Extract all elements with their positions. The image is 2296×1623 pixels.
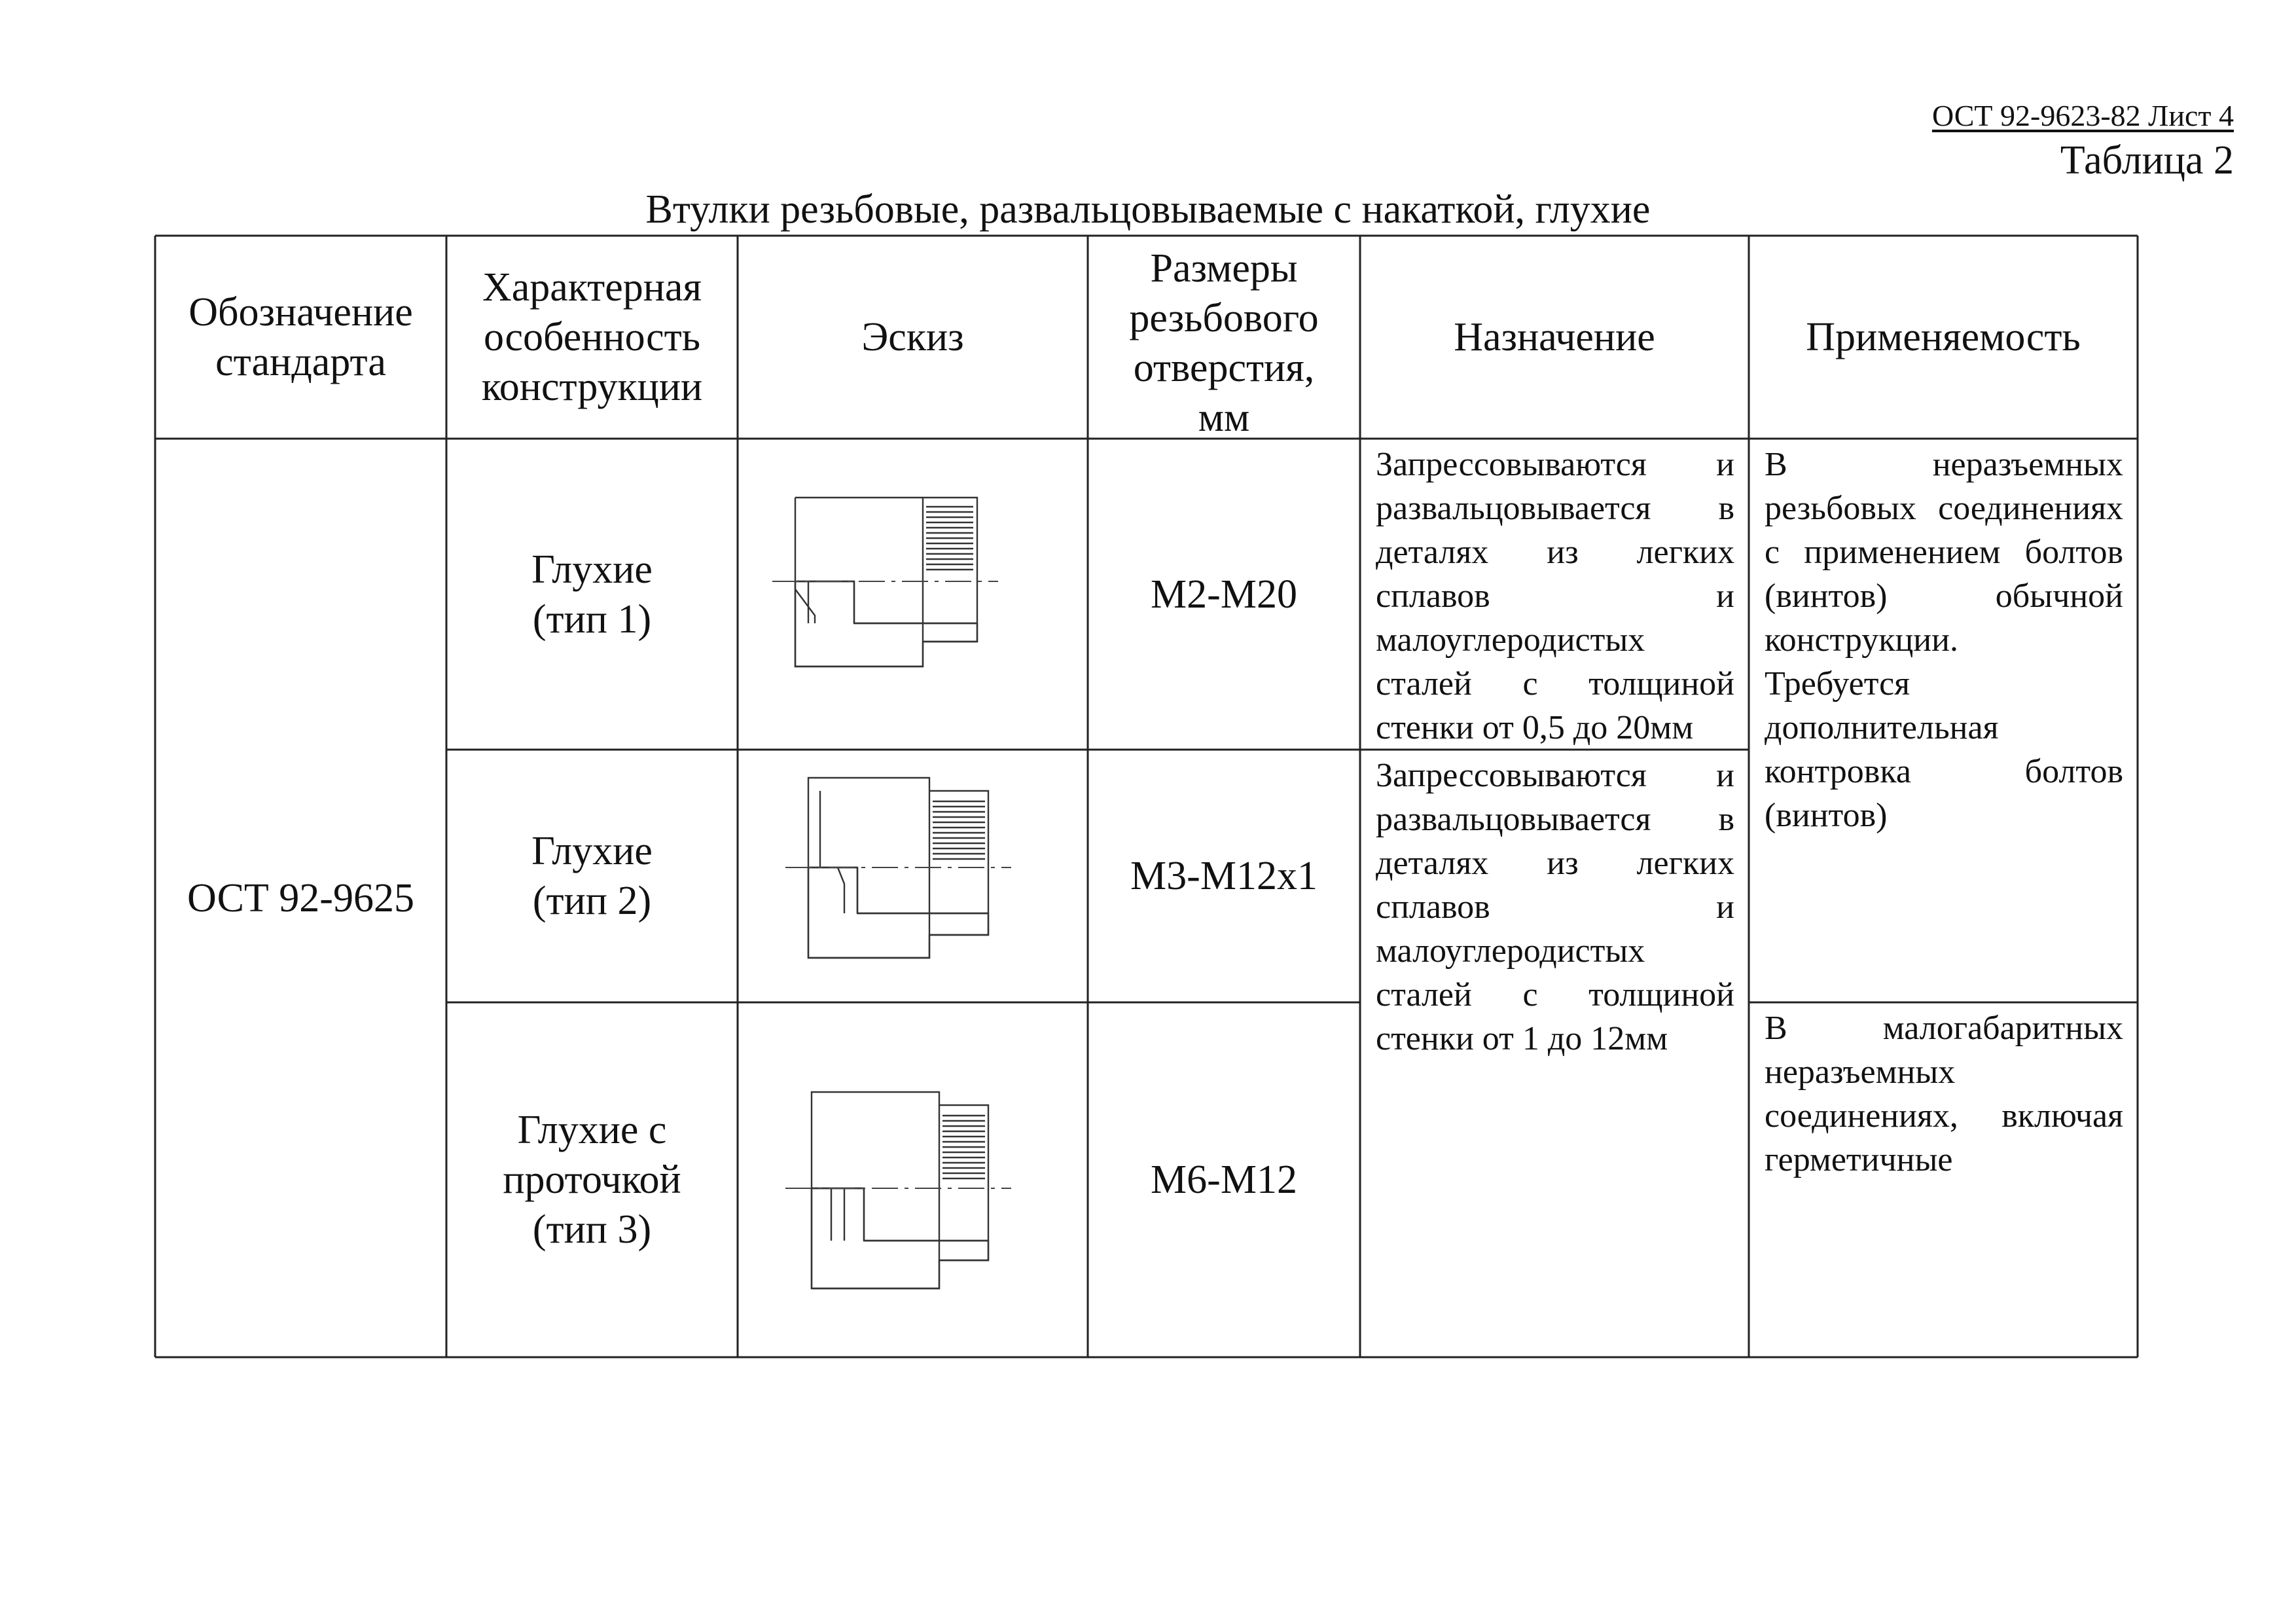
purpose-text-2: Запрессовываются и развальцовывается в деталях из легких сплавов и малоуглеродистых сталей с толщиной стенки от 1 до 12мм — [1376, 757, 1734, 1057]
column-header-feature: Характерная особенность конструкции — [481, 265, 703, 409]
feature-type-1: Глухие (тип 1) — [531, 547, 653, 642]
blind-bushing-type3-sketch — [782, 1080, 1018, 1303]
feature-type-3: Глухие с проточкой (тип 3) — [503, 1108, 681, 1252]
applicability-text-1: В неразъемных резьбовых соединениях с применением болтов (винтов) обычной конструкции. Требуется дополнительная контровка болтов (винтов) — [1765, 446, 2123, 834]
column-header-purpose: Назначение — [1454, 315, 1655, 359]
table-title: Втулки резьбовые, развальцовываемые с накаткой, глухие — [645, 187, 1651, 232]
document-reference: ОСТ 92-9623-82 Лист 4 — [1931, 99, 2234, 132]
thread-size-type-3: М6-М12 — [1151, 1158, 1297, 1202]
thread-size-type-2: М3-М12х1 — [1130, 854, 1318, 898]
blind-bushing-type2-sketch — [782, 773, 1018, 969]
applicability-text-2: В малогабаритных неразъемных соединениях, включая герметичные — [1765, 1010, 2123, 1178]
column-header-sizes: Размеры резьбового отверстия, мм — [1129, 246, 1319, 440]
table-number: Таблица 2 — [2060, 138, 2234, 183]
column-header-standard: Обозначение стандарта — [188, 290, 413, 384]
purpose-text-1: Запрессовываются и развальцовывается в деталях из легких сплавов и малоуглеродистых сталей с толщиной стенки от 0,5 до 20мм — [1376, 446, 1734, 746]
blind-bushing-type1-sketch — [769, 484, 1005, 681]
column-header-applicability: Применяемость — [1806, 315, 2081, 359]
feature-type-2: Глухие (тип 2) — [531, 829, 653, 923]
thread-size-type-1: М2-М20 — [1151, 572, 1297, 617]
column-header-sketch: Эскиз — [861, 315, 964, 359]
standard-designation: ОСТ 92-9625 — [187, 875, 414, 921]
